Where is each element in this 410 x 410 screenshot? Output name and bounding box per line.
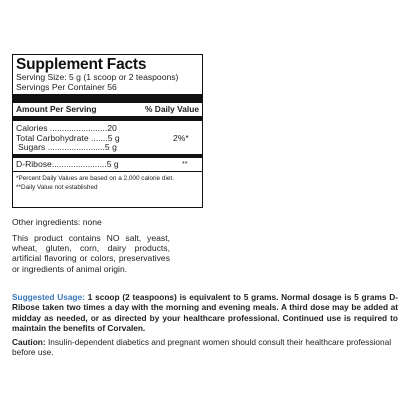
caution-text: Insulin-dependent diabetics and pregnant women should consult their healthcare professional before use. xyxy=(12,337,392,358)
facts-header-row xyxy=(16,104,199,115)
row-daily-value: ** xyxy=(182,160,188,168)
caution-label: Caution: xyxy=(12,337,46,347)
usage-text: 1 scoop (2 teaspoons) is equivalent to 5 grams. Normal dosage is 5 grams D-Ribose taken two times a day with the morning and evening meals. A third dose may be added at midday as needed, or as directed by your healthcare professional. Continued use is required to maintain the benefits of Corvalen. xyxy=(12,292,398,333)
row-daily-value: 2%* xyxy=(173,132,189,143)
row-label: Total Carbohydrate .......5 g xyxy=(16,132,120,143)
header-daily-value: % Daily Value xyxy=(145,104,199,114)
row-label: Calories ........................20 xyxy=(16,123,117,133)
supplement-facts-panel xyxy=(12,54,203,208)
caution xyxy=(12,337,398,358)
row-label: Sugars ........................5 g xyxy=(18,142,117,153)
footnote-daily-values: *Percent Daily Values are based on a 2,000 calorie diet. xyxy=(16,175,174,183)
row-label: D-Ribose.......................5 g xyxy=(16,158,119,169)
contains-statement: This product contains NO salt, yeast, wheat, gluten, corn, dairy products, artificial flavoring or colors, preservatives or ingredients of animal origin. xyxy=(12,233,170,274)
other-ingredients: Other ingredients: none xyxy=(12,217,102,227)
facts-row-d-ribose xyxy=(16,160,199,170)
footnote-not-established: **Daily Value not established xyxy=(16,183,98,191)
divider-thick xyxy=(13,94,202,103)
header-amount: Amount Per Serving xyxy=(16,104,97,114)
servings-per-container: Servings Per Container 56 xyxy=(16,81,117,92)
suggested-usage xyxy=(12,292,398,333)
facts-title: Supplement Facts xyxy=(16,56,147,73)
serving-size: Serving Size: 5 g (1 scoop or 2 teaspoons) xyxy=(16,72,179,82)
facts-row-sugars xyxy=(16,143,199,153)
usage-label: Suggested Usage: xyxy=(12,292,85,302)
